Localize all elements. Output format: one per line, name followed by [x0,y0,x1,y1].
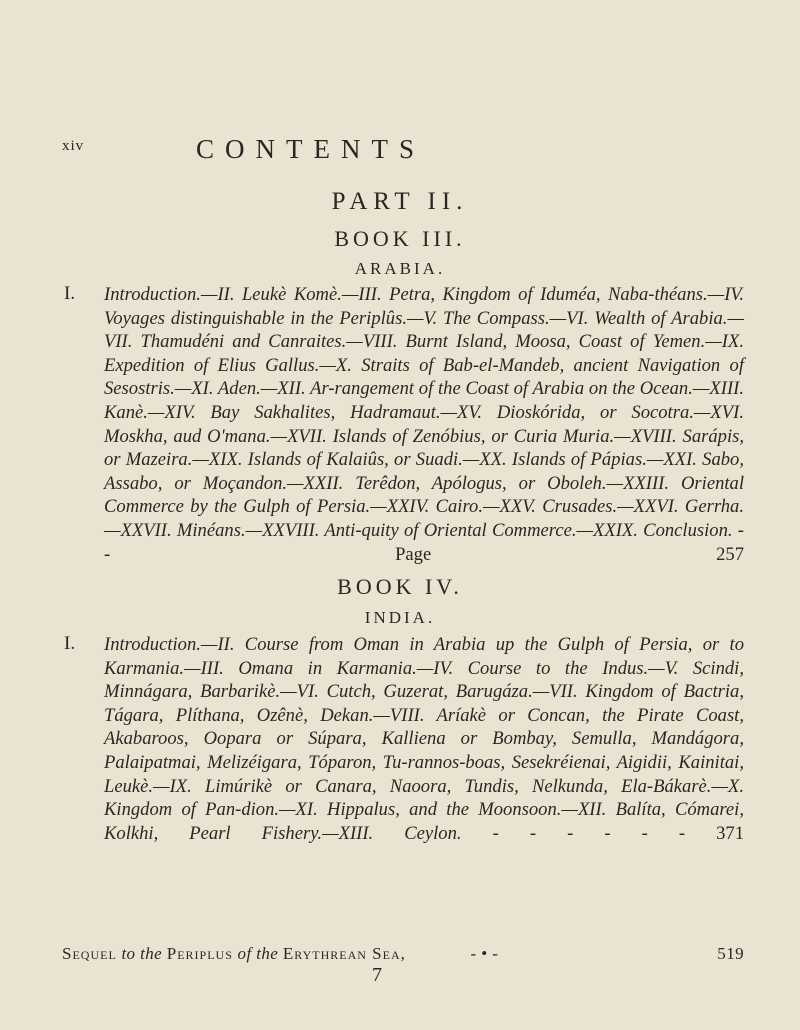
page-number: xiv [62,138,85,154]
sequel-label: Sequel [62,944,117,963]
sequel-page: 519 [717,944,744,963]
page-reference: 371 [716,822,744,844]
book-region: INDIA. [364,608,436,627]
contents-entry [104,633,744,845]
entry-number: I. [64,633,76,654]
entry-text: Introduction.—II. Course from Oman in Arabia up the Gulph of Persia, or to Karmania.—III. Omana in Karmania.—IV. Course to the Indus.—V. Scindi, Minnágara, Barbarikè.—VI. Cutch, Guzerat, Barugáza.—VII. Kingdom of Bactria, Tágara, Plíthana, Ozênè, Dekan.—VIII. Aríakè or Concan, the Pirate Coast, Akabaroos, Oopara or Súpara, Kalliena or Bombay, Semulla, Mandágora, Palaipatmai, Melizéigara, Tóparon, Tu-rannos-boas, Sesekréienai, Aigidii, Kainitai, Leukè.—IX. Limúrikè or Canara, Naoora, Tundis, Nelkunda, Ela-Bákarè.—X. Kingdom of Pan-dion.—XI. Hippalus, and the Moonsoon.—XII. Balíta, Cómarei, Kolkhi, Pearl Fishery.—XIII. Ceylon. - - - - - - [104,634,744,844]
sequel-dots: - • - [470,944,499,963]
sequel-title: Periplus [166,944,233,963]
sequel-of-the: of the [237,944,279,963]
book-title: BOOK IV. [337,574,463,599]
sequel-sea: Erythrean Sea, [282,944,406,963]
bottom-mark: 7 [372,964,382,986]
page-reference: Page 257 [395,543,744,565]
entry-text: Introduction.—II. Leukè Komè.—III. Petra, Kingdom of Iduméa, Naba-théans.—IV. Voyages distinguishable in the Periplûs.—V. The Compass.—VI. Wealth of Arabia.—VII. Thamudéni and Canraites.—VIII. Burnt Island, Moosa, Coast of Yemen.—IX. Expedition of Elius Gallus.—X. Straits of Bab-el-Mandeb, ancient Navigation of Sesostris.—XI. Aden.—XII. Ar-rangement of the Coast of Arabia on the Ocean.—XIII. Kanè.—XIV. Bay Sakhalites, Hadramaut.—XV. Dioskórida, or Socotra.—XVI. Moskha, aud O'mana.—XVII. Islands of Zenóbius, or Curia Muria.—XVIII. Sarápis, or Mazeira.—XIX. Islands of Kalaiûs, or Suadi.—XX. Islands of Pápias.—XXI. Sabo, Assabo, or Moçandon.—XXII. Terêdon, Apólogus, or Oboleh.—XXIII. Oriental Commerce by the Gulph of Persia.—XXIV. Cairo.—XXV. Crusades.—XXVI. Gerrha.—XXVII. Minéans.—XXVIII. Anti-quity of Oriental Commerce.—XXIX. Conclusion. - - [104,284,744,565]
sequel-line [62,944,744,964]
book-region: ARABIA. [354,259,446,278]
part-title: PART II. [331,188,469,215]
sequel-connector: to the [121,944,163,963]
entry-number: I. [64,283,76,304]
book-title: BOOK III. [334,226,466,251]
running-header: CONTENTS [196,134,425,164]
contents-entry [104,283,744,566]
